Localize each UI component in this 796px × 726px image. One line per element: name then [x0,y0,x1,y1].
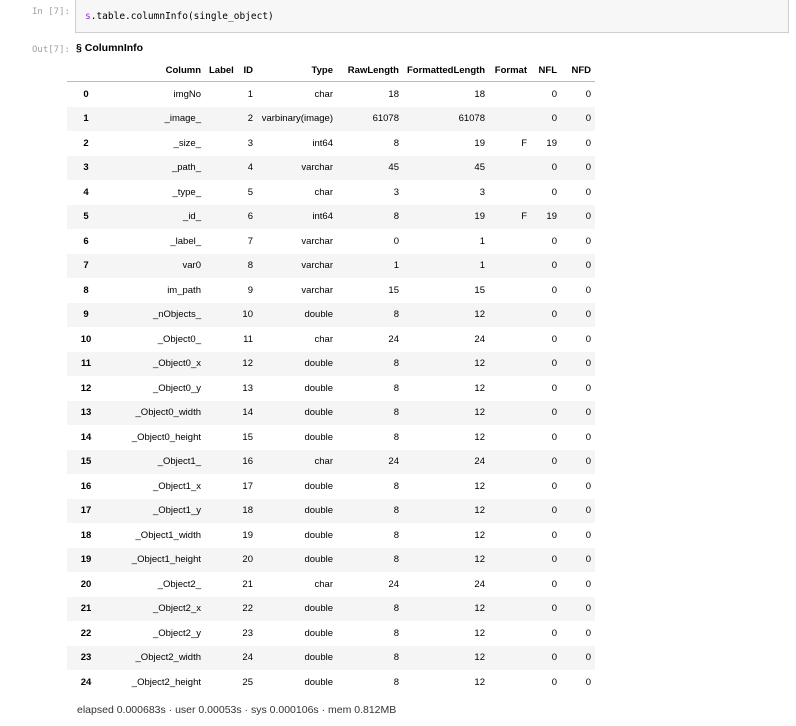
table-cell: double [257,352,337,377]
table-cell: 8 [235,254,257,279]
table-cell: 45 [337,156,403,181]
table-cell: 24 [474,333,485,345]
table-cell [489,303,531,328]
table-row [67,670,595,695]
table-cell: imgNo [173,88,201,100]
table-cell: 8 [393,480,399,492]
table-cell: 0 [585,382,591,394]
table-cell [205,254,235,279]
table-cell: 8 [393,137,399,149]
table-cell: 8 [393,627,399,639]
table-cell: 21 [242,578,253,590]
table-cell: varchar [301,235,333,247]
code-object: s [85,11,91,22]
table-cell: 0 [585,284,591,296]
table-cell [205,352,235,377]
row-index: 22 [80,627,92,639]
table-cell: 0 [561,303,595,328]
table-cell [205,156,235,181]
table-cell: varbinary(image) [257,107,337,132]
table-cell [205,572,235,597]
row-index: 16 [80,480,92,492]
table-cell: _Object1_x [152,480,201,492]
table-cell: 0 [551,431,557,443]
table-cell [205,548,235,573]
table-cell: 25 [242,676,253,688]
table-cell: 0 [585,431,591,443]
table-cell [205,450,235,475]
table-cell [489,572,531,597]
table-row [67,303,595,328]
table-cell: _Object0_ [157,333,201,345]
table-cell [205,327,235,352]
table-cell: 8 [393,382,399,394]
table-row [67,278,595,303]
table-cell: 12 [474,627,485,639]
table-cell: 19 [403,205,489,230]
table-cell: 0 [561,401,595,426]
table-cell [489,327,531,352]
table-cell: char [314,333,333,345]
row-index: 4 [83,186,89,198]
table-cell: _Object0_width [105,401,205,426]
code-cell[interactable] [75,0,789,33]
table-cell: double [257,646,337,671]
row-index: 11 [67,352,105,377]
table-cell: 0 [551,578,557,590]
table-cell: double [257,499,337,524]
column-header: RawLength [337,59,403,82]
table-cell: 6 [235,205,257,230]
row-index: 17 [67,499,105,524]
table-cell: _Object1_ [105,450,205,475]
table-row [67,474,595,499]
table-row [67,425,595,450]
table-cell: 0 [585,676,591,688]
table-cell: varchar [257,254,337,279]
table-cell: 3 [479,186,485,198]
column-header: ID [235,59,257,82]
table-cell [489,621,531,646]
table-cell: 1 [479,235,485,247]
table-row [67,572,595,597]
table-cell [205,523,235,548]
table-cell: 0 [531,597,561,622]
row-index: 14 [80,431,92,443]
table-cell: double [304,529,333,541]
table-cell: 0 [561,352,595,377]
table-row [67,131,595,156]
table-cell: 24 [403,450,489,475]
table-cell: 8 [337,352,403,377]
table-cell: 0 [561,254,595,279]
table-cell: 19 [474,137,485,149]
table-cell: 0 [551,382,557,394]
table-cell: _nObjects_ [105,303,205,328]
table-cell: im_path [167,284,201,296]
table-cell: _Object2_width [105,646,205,671]
table-cell: double [304,676,333,688]
column-header: Type [257,59,337,82]
table-cell: 17 [242,480,253,492]
row-index: 21 [67,597,105,622]
table-cell: 18 [388,88,399,100]
table-cell: 0 [531,401,561,426]
table-cell: var0 [105,254,205,279]
table-cell: char [314,578,333,590]
table-cell: 0 [551,480,557,492]
table-cell: char [314,88,333,100]
table-cell: 0 [531,303,561,328]
table-cell: 24 [474,578,485,590]
table-cell: varchar [301,284,333,296]
table-cell: _image_ [105,107,205,132]
table-cell: 11 [243,333,253,345]
table-cell: 24 [337,450,403,475]
table-row [67,352,595,377]
table-cell: 1 [403,254,489,279]
table-cell [205,205,235,230]
table-cell: _id_ [105,205,205,230]
table-cell [489,278,531,303]
table-cell: 45 [403,156,489,181]
table-cell: 3 [393,186,399,198]
table-cell: double [304,480,333,492]
table-cell [205,646,235,671]
table-cell: 24 [235,646,257,671]
table-cell: 0 [585,529,591,541]
table-cell: 12 [474,529,485,541]
table-row [67,548,595,573]
table-cell: 7 [247,235,253,247]
table-cell: 0 [561,499,595,524]
column-header: Format [489,59,531,82]
table-cell: 18 [235,499,257,524]
table-cell [489,646,531,671]
table-cell: _Object1_y [105,499,205,524]
table-cell [489,670,531,695]
table-cell [205,401,235,426]
table-cell [205,597,235,622]
table-cell: 0 [585,627,591,639]
table-cell [205,180,235,205]
table-cell: 0 [561,548,595,573]
table-cell: 0 [551,333,557,345]
row-index: 2 [83,137,89,149]
table-cell: 61078 [337,107,403,132]
table-cell: 0 [551,88,557,100]
table-cell: 8 [393,676,399,688]
table-row [67,597,595,622]
table-cell: 12 [474,480,485,492]
table-cell: double [304,627,333,639]
table-cell: _Object2_ [157,578,201,590]
table-cell: _Object0_height [131,431,201,443]
table-cell [489,107,531,132]
table-cell: 12 [235,352,257,377]
table-cell [489,180,531,205]
table-cell [205,499,235,524]
table-cell: 12 [474,676,485,688]
table-cell: 8 [337,401,403,426]
row-index: 5 [67,205,105,230]
table-cell: 22 [235,597,257,622]
table-cell: _Object0_y [152,382,201,394]
table-cell: 0 [585,480,591,492]
table-cell: 12 [403,499,489,524]
table-cell [205,131,235,156]
row-index: 12 [80,382,92,394]
table-cell: 8 [393,431,399,443]
table-cell: 0 [551,235,557,247]
table-cell: _Object0_x [105,352,205,377]
row-index: 23 [67,646,105,671]
table-cell: 0 [585,578,591,590]
table-cell: 0 [561,205,595,230]
column-info-table [67,59,595,695]
table-cell: 0 [551,529,557,541]
row-index: 13 [67,401,105,426]
table-cell: _Object1_width [135,529,201,541]
table-cell: 0 [531,352,561,377]
table-cell: 0 [585,88,591,100]
table-row [67,523,595,548]
table-cell [489,352,531,377]
table-cell: 10 [235,303,257,328]
table-cell: 0 [551,186,557,198]
table-cell: 12 [474,382,485,394]
code-text: .table.columnInfo(single_object) [90,11,274,22]
table-cell: double [257,303,337,328]
table-cell: 0 [393,235,399,247]
table-cell [489,548,531,573]
table-cell: 8 [337,205,403,230]
table-cell: 24 [388,578,399,590]
table-cell: 3 [247,137,253,149]
table-cell: 19 [546,137,557,149]
column-header: Column [105,59,205,82]
table-cell [205,303,235,328]
table-cell [205,425,235,450]
table-cell [489,376,531,401]
table-cell: 8 [337,646,403,671]
table-cell: 12 [403,548,489,573]
table-cell [489,499,531,524]
table-cell: char [314,186,333,198]
table-cell [205,670,235,695]
column-header [67,59,105,82]
table-cell: 18 [474,88,485,100]
row-index: 1 [67,107,105,132]
column-header: NFD [561,59,595,82]
table-cell: F [489,205,531,230]
table-cell: 15 [388,284,399,296]
table-row [67,401,595,426]
table-cell: double [257,548,337,573]
table-cell: 8 [337,597,403,622]
table-cell: 0 [531,646,561,671]
table-cell [489,450,531,475]
table-row [67,621,595,646]
table-cell: _type_ [172,186,201,198]
table-cell: _Object2_y [152,627,201,639]
row-index: 9 [67,303,105,328]
table-row [67,327,595,352]
table-cell: 5 [247,186,253,198]
row-index: 0 [83,88,89,100]
table-header-row [67,59,595,82]
table-row [67,499,595,524]
table-cell: 0 [531,548,561,573]
table-cell: 19 [242,529,253,541]
table-cell [205,621,235,646]
row-index: 15 [67,450,105,475]
timing-footer: elapsed 0.000683s · user 0.00053s · sys 0.000106s · mem 0.812MB [77,704,397,716]
table-cell: 8 [337,303,403,328]
output-title: § ColumnInfo [76,42,144,54]
table-cell [489,401,531,426]
table-row [67,254,595,279]
table-cell: 8 [393,529,399,541]
table-cell: _size_ [173,137,201,149]
table-cell: 12 [403,352,489,377]
table-cell: 0 [585,137,591,149]
table-row [67,646,595,671]
row-index: 18 [80,529,92,541]
table-cell: 2 [235,107,257,132]
table-cell: char [257,450,337,475]
table-cell: 0 [585,333,591,345]
table-cell [489,597,531,622]
table-cell: _path_ [105,156,205,181]
row-index: 20 [80,578,92,590]
output-prompt: Out[7]: [32,45,70,55]
table-cell: 0 [531,156,561,181]
row-index: 6 [83,235,89,247]
row-index: 3 [67,156,105,181]
table-cell: 0 [585,186,591,198]
table-cell: 0 [561,107,595,132]
table-cell: 4 [235,156,257,181]
table-cell [205,82,235,107]
table-cell: double [304,382,333,394]
table-cell: 1 [337,254,403,279]
table-cell: 14 [235,401,257,426]
table-cell: double [304,431,333,443]
table-cell: 13 [242,382,253,394]
table-row [67,229,595,254]
table-cell: 12 [474,431,485,443]
table-cell: 0 [561,156,595,181]
table-cell [489,425,531,450]
table-cell: 12 [403,401,489,426]
table-cell: 9 [247,284,253,296]
column-header: FormattedLength [403,59,489,82]
table-cell: _Object2_height [131,676,201,688]
table-cell [205,229,235,254]
table-cell: varchar [257,156,337,181]
table-row [67,205,595,230]
table-cell: 23 [242,627,253,639]
table-cell [205,278,235,303]
row-index: 10 [80,333,92,345]
column-header: Label [205,59,235,82]
table-row [67,376,595,401]
table-cell [489,229,531,254]
table-cell: 1 [247,88,253,100]
table-cell: 16 [235,450,257,475]
table-row [67,156,595,181]
table-cell: 0 [561,597,595,622]
table-cell: 12 [403,646,489,671]
table-cell: double [257,401,337,426]
table-cell: 12 [403,597,489,622]
table-cell: 20 [235,548,257,573]
table-cell: 0 [561,646,595,671]
table-cell [205,376,235,401]
table-cell: 0 [551,676,557,688]
table-cell: _Object2_x [105,597,205,622]
column-header: NFL [531,59,561,82]
row-index: 8 [83,284,89,296]
table-cell [489,254,531,279]
table-cell: 19 [531,205,561,230]
table-cell: 12 [403,303,489,328]
table-cell: 61078 [403,107,489,132]
table-cell: 15 [474,284,485,296]
row-index: 24 [80,676,92,688]
table-cell: 0 [585,235,591,247]
table-cell: 0 [531,499,561,524]
table-cell: _Object1_height [105,548,205,573]
table-cell: 15 [242,431,253,443]
input-prompt: In [7]: [32,7,70,17]
table-row [67,180,595,205]
table-cell: 0 [551,284,557,296]
table-cell: 0 [561,450,595,475]
table-cell [489,474,531,499]
table-cell: _label_ [170,235,201,247]
table-cell: F [521,137,527,149]
table-cell [205,107,235,132]
table-cell [489,82,531,107]
table-cell: 0 [531,254,561,279]
table-cell [489,523,531,548]
table-cell: 0 [531,107,561,132]
table-cell: int64 [312,137,333,149]
table-cell: int64 [257,205,337,230]
table-cell: 8 [337,499,403,524]
row-index: 19 [67,548,105,573]
table-cell: 0 [531,450,561,475]
table-cell [489,156,531,181]
table-row [67,107,595,132]
table-cell: double [257,597,337,622]
table-row [67,450,595,475]
row-index: 7 [67,254,105,279]
table-cell [205,474,235,499]
table-row [67,82,595,107]
table-cell: 8 [337,548,403,573]
table-cell: 0 [551,627,557,639]
table-cell: 24 [388,333,399,345]
